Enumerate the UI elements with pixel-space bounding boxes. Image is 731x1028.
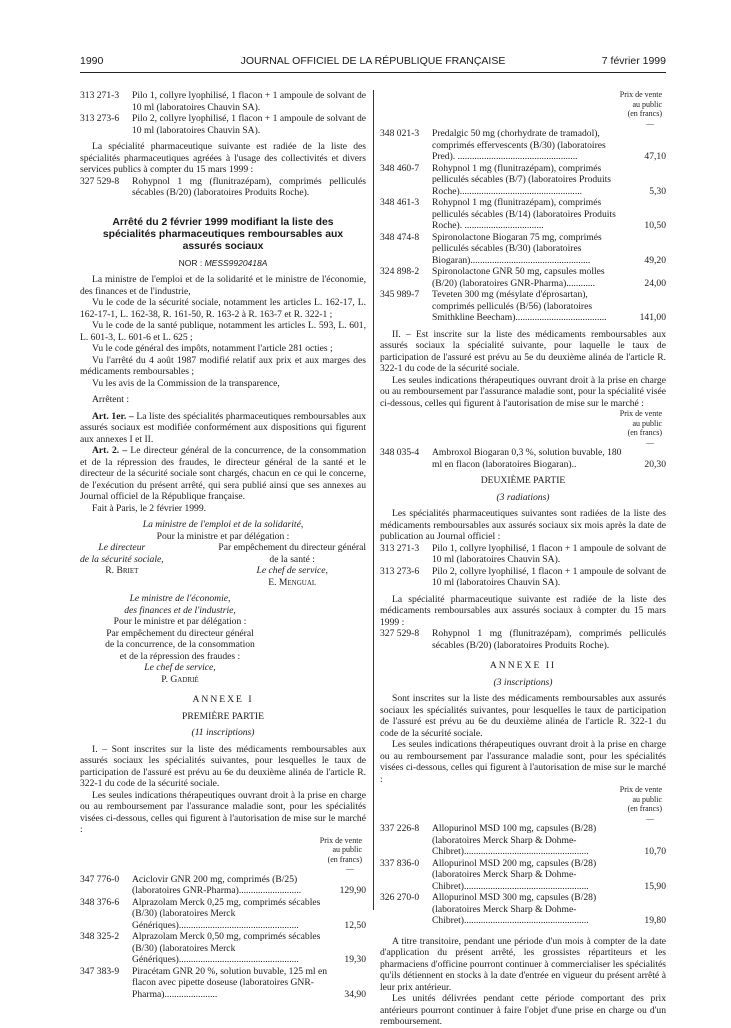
- article-2: Art. 2. – Le directeur général de la concurrence, de la consommation et de la répression des fraudes, le directeur général de la santé et le directeur de la sécurité sociale sont chargés, chacun en ce qui le concerne, de l'exécution du présent arrêté, qui sera publié ainsi que ses annexes au Journal officiel de la République française.: [80, 445, 366, 502]
- drug-row: 348 376-6 Alprazolam Merck 0,25 mg, comprimés sécables (B/30) (laboratoires Merck Génériques).................................................. 12,50: [80, 896, 366, 931]
- arretent: Arrêtent :: [92, 394, 130, 405]
- price-header: Prix de vente au public (en francs) —: [319, 835, 362, 873]
- signature-block-2: Le ministre de l'économie, des finances et de l'industrie, Pour le ministre et par délégation : Par empêchement du directeur général de la concurrence, de la consommation et de la répression des fraudes : Le chef de service, P. Gadrié: [105, 593, 255, 685]
- drug-row: 326 270-0 Allopurinol MSD 300 mg, capsules (B/28) (laboratoires Merck Sharp & Dohme-Chibret).................................................... 19,80: [380, 892, 666, 926]
- radiations-count: (3 radiations): [496, 491, 550, 503]
- paragraph: Sont inscrites sur la liste des médicaments remboursables aux assurés sociaux les spécialités suivantes, pour lesquelles le taux de participation de l'assuré est prévu au 6e du deuxième alinéa de l'article R. 322-1 du code de la sécurité sociale.: [380, 693, 666, 739]
- drug-row: 347 383-9 Piracétam GNR 20 %, solution buvable, 125 ml en flacon avec pipette doseuse (laboratoires GNR-Pharma)...................... 34,90: [80, 965, 366, 1000]
- paragraph: Vu l'arrêté du 4 août 1987 modifié relatif aux prix et aux marges des médicaments remboursables ;: [80, 354, 366, 377]
- list-item: 313 271-3 Pilo 1, collyre lyophilisé, 1 flacon + 1 ampoule de solvant de 10 ml (laboratoires Chauvin SA).: [380, 542, 666, 565]
- list-item: 313 273-6 Pilo 2, collyre lyophilisé, 1 flacon + 1 ampoule de solvant de 10 ml (laboratoires Chauvin SA).: [80, 113, 366, 136]
- drug-row: 348 460-7 Rohypnol 1 mg (flunitrazépam), comprimés pelliculés sécables (B/7) (laboratoires Produits Roche)................................................... 5,30: [380, 162, 666, 197]
- list-item: 327 529-8 Rohypnol 1 mg (flunitrazépam), comprimés pelliculés sécables (B/20) (laboratoires Produits Roche).: [80, 175, 366, 198]
- paragraph: Vu le code de la sécurité sociale, notamment les articles L. 162-17, L. 162-17-1, L. 162-38, R. 161-50, R. 163-2 à R. 163-7 et R. 322-1 ;: [80, 297, 366, 320]
- inscriptions-count: (11 inscriptions): [191, 727, 255, 738]
- paragraph: La ministre de l'emploi et de la solidarité et le ministre de l'économie, des finances et de l'industrie,: [80, 274, 366, 297]
- header-rule: [80, 72, 666, 73]
- left-column: [80, 90, 366, 1000]
- arrete-title: Arrêté du 2 février 1999 modifiant la liste des spécialités pharmaceutiques remboursables aux assurés sociaux: [102, 216, 344, 252]
- annexe-heading: ANNEXE II: [489, 660, 557, 671]
- list-item: 313 273-6 Pilo 2, collyre lyophilisé, 1 flacon + 1 ampoule de solvant de 10 ml (laboratoires Chauvin SA).: [380, 565, 666, 588]
- journal-title: JOURNAL OFFICIEL DE LA RÉPUBLIQUE FRANÇAISE: [240, 55, 506, 67]
- drug-row: 348 325-2 Alprazolam Merck 0,50 mg, comprimés sécables (B/30) (laboratoires Merck Génériques).................................................. 19,30: [80, 931, 366, 965]
- inscriptions-count: (3 inscriptions): [493, 676, 553, 688]
- list-item: 327 529-8 Rohypnol 1 mg (flunitrazépam), comprimés pelliculés sécables (B/20) (laboratoires Produits Roche).: [380, 628, 666, 651]
- partie-heading: DEUXIÈME PARTIE: [480, 475, 566, 486]
- paragraph: I. – Sont inscrites sur la liste des médicaments remboursables aux assurés sociaux les spécialités suivantes, pour lesquelles le taux de participation de l'assuré est prévu au 6e du deuxième alinéa de l'article R. 322-1 du code de la sécurité sociale.: [80, 743, 366, 789]
- paragraph: Vu le code général des impôts, notamment l'article 281 octies ;: [92, 343, 333, 354]
- drug-row: 348 461-3 Rohypnol 1 mg (flunitrazépam), comprimés pelliculés sécables (B/14) (laboratoires Produits Roche). ................................. 10,50: [380, 197, 666, 231]
- paragraph: Les spécialités pharmaceutiques suivantes sont radiées de la liste des médicaments remboursables aux assurés sociaux six mois après la date de publication au Journal officiel :: [380, 508, 666, 542]
- price-header: Prix de vente au public (en francs) —: [619, 90, 662, 128]
- drug-row: 337 226-8 Allopurinol MSD 100 mg, capsules (B/28) (laboratoires Merck Sharp & Dohme-Chibret).................................................... 10,70: [380, 823, 666, 857]
- page-number: 1990: [80, 55, 104, 67]
- drug-row: 345 989-7 Teveten 300 mg (mésylate d'éprosartan), comprimés pelliculés (B/56) (laboratoires Smithkline Beecham)...................................... 141,00: [380, 289, 666, 323]
- drug-row: 347 776-0 Aciclovir GNR 200 mg, comprimés (B/25) (laboratoires GNR-Pharma).......................... 129,90: [80, 873, 366, 896]
- partie-heading: PREMIÈRE PARTIE: [182, 710, 264, 722]
- price-header: Prix de vente au public (en francs) —: [619, 785, 662, 823]
- drug-row: 337 836-0 Allopurinol MSD 200 mg, capsules (B/28) (laboratoires Merck Sharp & Dohme-Chibret).................................................... 15,90: [380, 857, 666, 892]
- paragraph: II. – Est inscrite sur la liste des médicaments remboursables aux assurés sociaux la spécialité suivante, pour laquelle le taux de participation de l'assuré est prévu au 5e du deuxième alinéa de l'article R. 322-1 du code de la sécurité sociale.: [380, 328, 666, 374]
- drug-row: 348 474-8 Spironolactone Biogaran 75 mg, comprimés pelliculés sécables (B/30) (laboratoires Biogaran).................................................. 49,20: [380, 231, 666, 266]
- fait-date: Fait à Paris, le 2 février 1999.: [92, 502, 207, 514]
- price-header: Prix de vente au public (en francs) —: [619, 409, 662, 447]
- paragraph: Vu les avis de la Commission de la transparence,: [92, 377, 280, 389]
- list-item: 313 271-3 Pilo 1, collyre lyophilisé, 1 flacon + 1 ampoule de solvant de 10 ml (laboratoires Chauvin SA).: [80, 90, 366, 113]
- article-1: Art. 1er. – La liste des spécialités pharmaceutiques remboursables aux assurés sociaux est modifiée conformément aux dispositions qui figurent aux annexes I et II.: [80, 410, 366, 445]
- annexe-heading: ANNEXE I: [192, 694, 254, 705]
- signature-delegation: Pour la ministre et par délégation :: [156, 530, 290, 542]
- drug-row: 324 898-2 Spironolactone GNR 50 mg, capsules molles (B/20) (laboratoires GNR-Pharma)............ 24,00: [380, 266, 666, 289]
- drug-row: 348 035-4 Ambroxol Biogaran 0,3 %, solution buvable, 180 ml en flacon (laboratoires Biogaran).. 20,30: [380, 447, 666, 470]
- paragraph: Les seules indications thérapeutiques ouvrant droit à la prise en charge ou au remboursement par l'assurance maladie sont, pour les spécialités visées ci-dessous, celles qui figurent à l'autorisation de mise sur le marché :: [380, 739, 666, 785]
- right-column: [380, 90, 666, 1028]
- page-header: [80, 55, 666, 71]
- paragraph: Vu le code de la santé publique, notamment les articles L. 593, L. 601, L. 601-3, L. 601-6 et L. 625 ;: [80, 320, 366, 343]
- paragraph: La spécialité pharmaceutique suivante est radiée de la liste des médicaments remboursables aux assurés sociaux à compter du 15 mars 1999 :: [380, 593, 666, 628]
- paragraph: Les unités délivrées pendant cette période comportant des prix antérieurs pourront continuer à faire l'objet d'une prise en charge ou d'un remboursement.: [380, 993, 666, 1027]
- column-divider: [373, 90, 374, 910]
- signature-title: La ministre de l'emploi et de la solidarité,: [142, 519, 304, 530]
- paragraph: La spécialité pharmaceutique suivante est radiée de la liste des spécialités pharmaceutiques agréées à l'usage des collectivités et divers services publics à compter du 15 mars 1999 :: [80, 141, 366, 175]
- paragraph: A titre transitoire, pendant une période d'un mois à compter de la date d'application du présent arrêté, les grossistes répartiteurs et les pharmaciens d'officine pourront continuer à commercialiser les spécialités qu'ils détiennent en stocks à la date d'entrée en vigueur du présent arrêté à leur prix antérieur.: [380, 935, 666, 993]
- paragraph: Les seules indications thérapeutiques ouvrant droit à la prise en charge ou au remboursement par l'assurance maladie sont, pour la spécialité visée ci-dessous, celles qui figurent à l'autorisation de mise sur le marché :: [380, 374, 666, 409]
- drug-row: 348 021-3 Predalgic 50 mg (chorhydrate de tramadol), comprimés effervescents (B/30) (laboratoires Pred). .................................................. 47,10: [380, 128, 666, 162]
- signature-block: Le directeur de la sécurité sociale, R. Briet Par empêchement du directeur général de la santé : Le chef de service, E. Mengual: [80, 542, 366, 588]
- paragraph: Les seules indications thérapeutiques ouvrant droit à la prise en charge ou au remboursement par l'assurance maladie sont, pour les spécialités visées ci-dessous, celles qui figurent à l'autorisation de mise sur le marché :: [80, 789, 366, 835]
- nor-reference: NOR : MESS9920418A: [178, 257, 268, 268]
- issue-date: 7 février 1999: [601, 55, 666, 67]
